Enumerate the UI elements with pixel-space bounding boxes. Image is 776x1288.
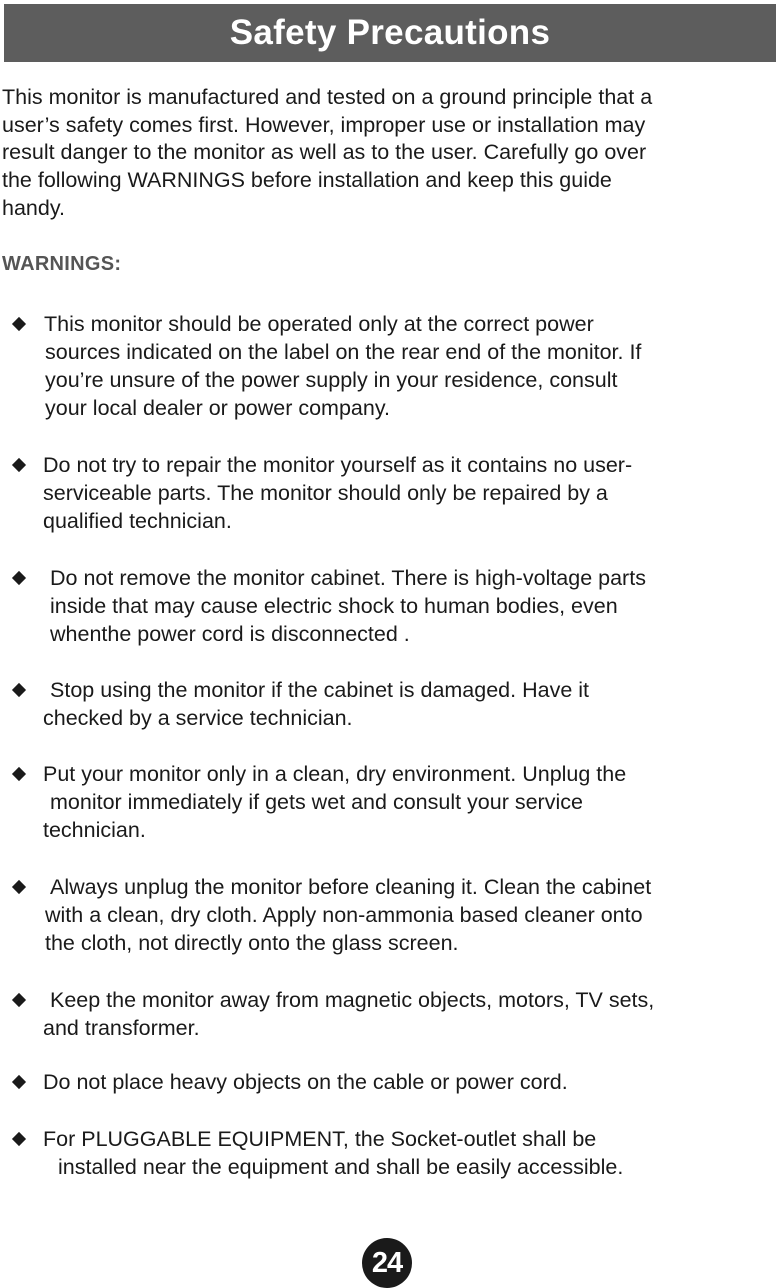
diamond-bullet-icon [12,767,26,781]
warning-line: checked by a service technician. [43,706,353,730]
warning-line: and transformer. [43,1016,200,1040]
warning-line: the cloth, not directly onto the glass screen. [45,931,459,955]
page-number-badge: 24 [362,1238,412,1288]
warning-line: Put your monitor only in a clean, dry environment. Unplug the [43,762,627,786]
diamond-bullet-icon [12,458,26,472]
intro-line: This monitor is manufactured and tested on a ground principle that a [2,85,653,109]
warning-line: Do not place heavy objects on the cable or power cord. [43,1070,568,1094]
intro-paragraph [2,84,772,223]
page-title: Safety Precautions [229,13,551,52]
warning-line: whenthe power cord is disconnected . [50,622,410,646]
intro-line: result danger to the monitor as well as to the user. Carefully go over [2,140,647,164]
warning-line: inside that may cause electric shock to human bodies, even [50,594,618,618]
warning-line: you’re unsure of the power supply in your residence, consult [45,368,618,392]
warning-line: qualified technician. [43,509,232,533]
diamond-bullet-icon [12,1075,26,1089]
diamond-bullet-icon [12,571,26,585]
warning-line: technician. [43,818,146,842]
warning-line: Stop using the monitor if the cabinet is damaged. Have it [50,678,590,702]
diamond-bullet-icon [12,317,26,331]
diamond-bullet-icon [12,1132,26,1146]
intro-line: the following WARNINGS before installation and keep this guide [2,167,612,192]
warning-line: with a clean, dry cloth. Apply non-ammonia based cleaner onto [45,903,643,927]
warning-line: Keep the monitor away from magnetic objects, motors, TV sets, [50,988,655,1012]
warning-line: installed near the equipment and shall be easily accessible. [58,1155,624,1179]
diamond-bullet-icon [12,993,26,1007]
warning-line: sources indicated on the label on the rear end of the monitor. If [45,340,642,364]
warning-line: your local dealer or power company. [45,396,390,420]
warning-line: Do not try to repair the monitor yourself as it contains no user- [43,453,633,477]
title-bar [4,4,776,62]
warning-line: monitor immediately if gets wet and consult your service [50,790,583,814]
warning-line: Always unplug the monitor before cleaning it. Clean the cabinet [50,875,652,899]
warning-line: serviceable parts. The monitor should only be repaired by a [43,481,608,505]
diamond-bullet-icon [12,683,26,697]
diamond-bullet-icon [12,880,26,894]
intro-line: handy. [2,196,65,220]
warning-line: For PLUGGABLE EQUIPMENT, the Socket-outlet shall be [43,1127,597,1151]
warning-line: This monitor should be operated only at the correct power [44,312,594,336]
warnings-heading: WARNINGS: [2,253,122,275]
warning-line: Do not remove the monitor cabinet. There is high-voltage parts [50,566,646,590]
intro-line: user’s safety comes first. However, improper use or installation may [2,112,646,137]
